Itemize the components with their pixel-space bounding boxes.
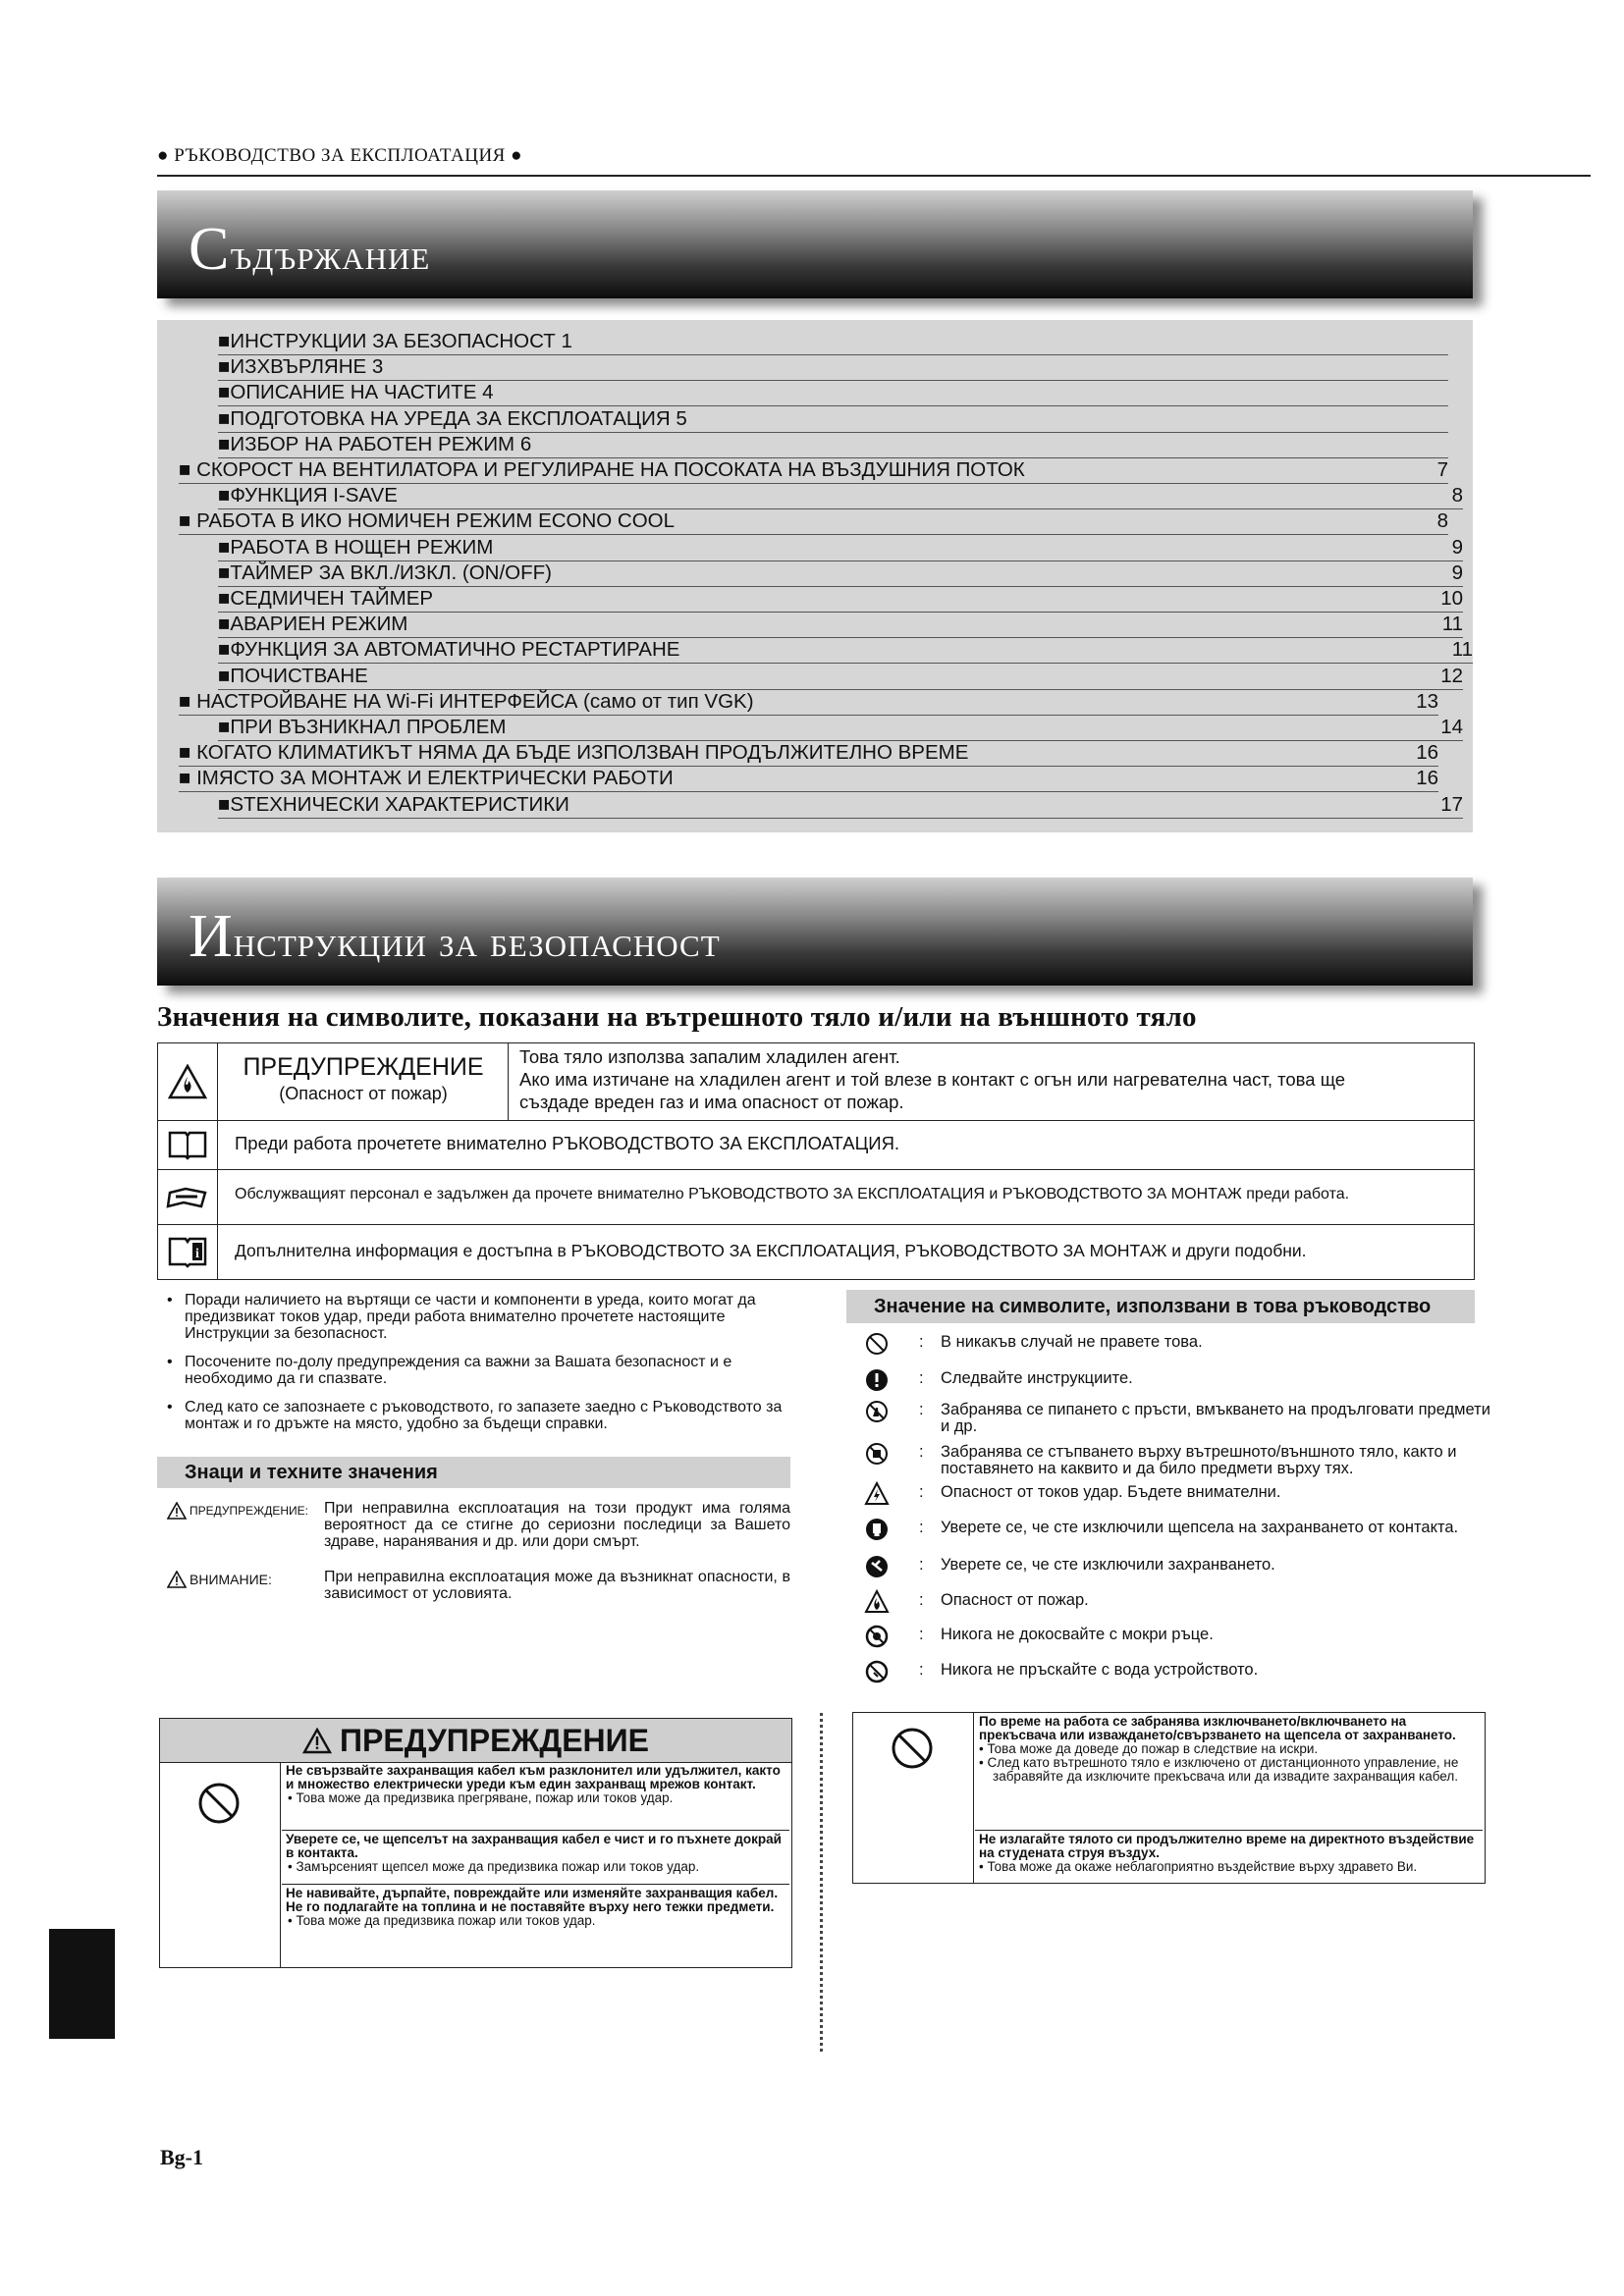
symbols-table: [157, 1042, 1475, 1280]
toc-item: [179, 766, 1438, 792]
sign-warning-row: [167, 1500, 795, 1555]
sign-caution-text: При неправилна експлоатация може да възникнат опасности, в зависимост от условията.: [324, 1569, 790, 1602]
toc-item-page: 8: [1451, 484, 1463, 507]
colon-separator: :: [919, 1661, 924, 1679]
manual-text: Преди работа прочетете внимателно РЪКОВОДСТВОТО ЗА ЕКСПЛОАТАЦИЯ.: [235, 1133, 900, 1153]
no-wet-hands-icon: [864, 1624, 890, 1649]
warning-description: Това тяло използва запалим хладилен агент. Ако има изтичане на хладилен агент и той влезе в контакт с огън или нагревателна част, това ще създаде вреден газ и има опасност от пожар.: [519, 1046, 1346, 1112]
toc-item-label: ■ФУНКЦИЯ I-SAVE: [218, 484, 398, 507]
manual-symbol-text: Никога не пръскайте с вода устройството.: [941, 1661, 1259, 1679]
bullet-item: • След като се запознаете с ръководството, го запазете заедно с Ръководството за монтаж и го дръжте на място, удобно за бъдещи справки.: [167, 1399, 795, 1432]
warning-label-cell: [219, 1043, 509, 1120]
electric-shock-icon: [864, 1481, 890, 1507]
colon-separator: :: [919, 1519, 924, 1536]
manual-symbol-text: Уверете се, че сте изключили щепсела на захранването от контакта.: [941, 1519, 1459, 1536]
manual-symbol-text: Следвайте инструкциите.: [941, 1369, 1133, 1387]
column-divider: [820, 1713, 823, 2052]
header-rule: [157, 175, 1591, 177]
intro-bullets: [167, 1292, 795, 1444]
toc-item-page: 16: [1416, 741, 1438, 765]
toc-item: [179, 508, 1448, 535]
signs-heading: Знаци и техните значения: [157, 1457, 790, 1488]
symbol-row-manual: [158, 1120, 1474, 1170]
manual-symbol-text: Забранява се пипането с пръсти, вмъкването на продълговати предмети и др.: [941, 1401, 1490, 1435]
colon-separator: :: [919, 1483, 924, 1501]
toc-item-page: 9: [1451, 561, 1463, 584]
service-manual-icon: [158, 1169, 218, 1224]
toc-item: [218, 561, 1463, 587]
toc-item-label: ■ПРИ ВЪЗНИКНАЛ ПРОБЛЕМ: [218, 716, 507, 738]
toc-item-page: 13: [1416, 689, 1438, 713]
toc-item-label: ■ФУНКЦИЯ ЗА АВТОМАТИЧНО РЕСТАРТИРАНЕ: [218, 638, 680, 662]
manual-icon: [158, 1120, 218, 1169]
safety-title: Инструкции за безопасност: [189, 903, 721, 970]
toc-item: [218, 715, 1463, 741]
toc-item-label: ■ СКОРОСТ НА ВЕНТИЛАТОРА И РЕГУЛИРАНЕ НА ПОСОКАТА НА ВЪЗДУШНИЯ ПОТОК: [179, 458, 1025, 481]
safety-banner: [157, 878, 1473, 986]
toc-item-label: ■ИЗХВЪРЛЯНЕ 3: [218, 355, 384, 379]
toc-item-page: 16: [1416, 767, 1438, 790]
colon-separator: :: [919, 1626, 924, 1643]
warning-item: Уверете се, че щепселът на захранващия кабел е чист и го пъхнете докрай в контакта. • Замърсеният щепсел може да предизвика пожар или токов удар.: [282, 1831, 789, 1885]
toc-item-label: ■ПОЧИСТВАНЕ: [218, 664, 368, 687]
running-header: ● РЪКОВОДСТВО ЗА ЕКСПЛОАТАЦИЯ ●: [157, 145, 523, 166]
toc-item-label: ■ИЗБОР НА РАБОТЕН РЕЖИМ 6: [218, 432, 532, 455]
warning-icon-column: [160, 1762, 281, 1967]
symbols-heading: Значения на символите, показани на вътрешното тяло и/или на външното тяло: [157, 1001, 1197, 1033]
toc-item: [218, 329, 1448, 355]
symbol-row-info: [158, 1224, 1474, 1279]
manual-symbols-heading: Значение на символите, използвани в това ръководство: [846, 1290, 1475, 1323]
toc-item-page: 9: [1451, 535, 1463, 559]
toc-item: [218, 664, 1463, 690]
toc-item: [218, 637, 1473, 664]
toc-item: [179, 457, 1448, 484]
toc-item: [179, 689, 1438, 716]
fire-warning-icon: [158, 1043, 218, 1120]
colon-separator: :: [919, 1591, 924, 1609]
toc-item: [218, 406, 1448, 433]
no-water-spray-icon: [864, 1659, 890, 1684]
toc-item-page: 14: [1440, 716, 1463, 738]
manual-symbol-text: Забранява се стъпването върху вътрешното/външното тяло, както и поставянето на каквито и да било предмети върху тях.: [941, 1443, 1457, 1477]
toc-item-page: 11: [1451, 638, 1473, 662]
manual-symbol-text: Опасност от пожар.: [941, 1591, 1089, 1609]
black-tab: [49, 1929, 115, 2039]
unplug-icon: [864, 1517, 890, 1542]
symbol-row-service: [158, 1169, 1474, 1225]
toc-item-label: ■STEХНИЧЕСКИ ХАРАКТЕРИСТИКИ: [218, 792, 569, 816]
toc-item-label: ■АВАРИЕН РЕЖИМ: [218, 613, 408, 636]
toc-item-label: ■ РАБОТА В ИКО НОМИЧЕН РЕЖИМ ECONO COOL: [179, 509, 676, 533]
toc-item: [218, 432, 1448, 458]
toc-item: [218, 792, 1463, 819]
right-icon-column: [853, 1713, 974, 1883]
contents-banner: [157, 190, 1473, 298]
warning-sub: (Опасност от пожар): [279, 1084, 448, 1103]
warning-triangle-icon: [167, 1502, 187, 1520]
manual-symbol-text: Уверете се, че сте изключили захранването.: [941, 1556, 1275, 1574]
power-off-icon: [864, 1554, 890, 1579]
fire-hazard-icon: [864, 1589, 890, 1615]
warning-label: ПРЕДУПРЕЖДЕНИЕ: [243, 1053, 484, 1081]
toc-item-label: ■ПОДГОТОВКА НА УРЕДА ЗА ЕКСПЛОАТАЦИЯ 5: [218, 406, 687, 430]
manual-symbol-text: Опасност от токов удар. Бъдете внимателни.: [941, 1483, 1281, 1501]
toc-item-label: ■ НАСТРОЙВАНЕ НА Wi-Fi ИНТЕРФЕЙСА (само от тип VGK): [179, 689, 754, 713]
warning-box: [159, 1718, 792, 1968]
toc-item: [218, 380, 1448, 406]
sign-caution-row: [167, 1569, 795, 1608]
mandatory-icon: [864, 1367, 890, 1393]
manual-symbol-text: В никакъв случай не правете това.: [941, 1333, 1203, 1351]
no-fingers-icon: [864, 1399, 890, 1424]
prohibited-icon: [891, 1727, 934, 1770]
toc-item-page: 10: [1440, 587, 1463, 610]
right-warning-box: [852, 1712, 1486, 1884]
bullet-item: • Поради наличието на въртящи се части и компоненти в уреда, които могат да предизвикат токов удар, преди работа внимателно прочетете настоящите Инструкции за безопасност.: [167, 1292, 795, 1342]
right-warning-item: По време на работа се забранява изключването/включването на прекъсвача или изваждането/свързването на щепсела от захранването. • Това може да доведе до пожар в следствие на искри. • След като вътрешното тяло е изключено от дистанционното управление, не забравяйте да изключите прекъсвача или да извадите захранващия кабел.: [975, 1713, 1483, 1831]
sign-caution-label: ВНИМАНИЕ:: [167, 1571, 272, 1588]
svg-text:i: i: [195, 1247, 199, 1261]
toc-item-label: ■ КОГАТО КЛИМАТИКЪТ НЯМА ДА БЪДЕ ИЗПОЛЗВАН ПРОДЪЛЖИТЕЛНО ВРЕМЕ: [179, 741, 969, 765]
colon-separator: :: [919, 1333, 924, 1351]
toc-item-label: ■ IМЯСТО ЗА МОНТАЖ И ЕЛЕКТРИЧЕСКИ РАБОТИ: [179, 767, 674, 790]
sign-warning-label: ПРЕДУПРЕЖДЕНИЕ:: [167, 1502, 308, 1520]
info-icon: [158, 1224, 218, 1279]
info-text: Допълнителна информация е достъпна в РЪКОВОДСТВОТО ЗА ЕКСПЛОАТАЦИЯ, РЪКОВОДСТВОТО ЗА МОНТАЖ и други подобни.: [235, 1241, 1307, 1260]
toc-item-page: 7: [1436, 458, 1448, 481]
manual-symbol-text: Никога не докосвайте с мокри ръце.: [941, 1626, 1214, 1643]
toc-item: [218, 586, 1463, 613]
toc-item-label: ■РАБОТА В НОЩЕН РЕЖИМ: [218, 535, 494, 559]
toc-item-label: ■ИНСТРУКЦИИ ЗА БЕЗОПАСНОСТ 1: [218, 330, 572, 352]
prohibited-icon: [197, 1782, 241, 1825]
service-text: Обслужващият персонал е задължен да прочете внимателно РЪКОВОДСТВОТО ЗА ЕКСПЛОАТАЦИЯ и РЪКОВОДСТВОТО ЗА МОНТАЖ преди работа.: [235, 1186, 1350, 1202]
toc-item: [218, 483, 1463, 509]
warning-item: Не навивайте, дърпайте, повреждайте или изменяйте захранващия кабел. Не го подлагайте на топлина и не поставяйте върху него тежки предмети. • Това може да предизвика пожар или токов удар.: [286, 1886, 779, 1928]
toc-item: [218, 612, 1463, 638]
toc-item: [218, 354, 1448, 381]
caution-triangle-icon: [167, 1571, 187, 1588]
toc-item: [218, 535, 1463, 561]
contents-title: Съдържание: [189, 216, 431, 283]
toc-item-page: 8: [1436, 509, 1448, 533]
toc-item-page: 12: [1440, 664, 1463, 687]
page-number: Bg-1: [160, 2145, 203, 2169]
toc-item: [179, 740, 1438, 767]
toc-item-page: 17: [1440, 792, 1463, 816]
toc-item-label: ■ОПИСАНИЕ НА ЧАСТИТЕ 4: [218, 381, 494, 404]
bullet-item: • Посочените по-долу предупреждения са важни за Вашата безопасност и е необходимо да ги спазвате.: [167, 1354, 795, 1387]
sign-warning-text: При неправилна експлоатация на този продукт има голяма вероятност да се стигне до сериозни последици за Вашето здраве, наранявания и др. или дори смърт.: [324, 1500, 790, 1550]
toc-item-label: ■СЕДМИЧЕН ТАЙМЕР: [218, 587, 434, 610]
warning-item: Не свързвайте захранващия кабел към разклонител или удължител, както и множество електрически уреди към един захранващ мрежов контакт. • Това може да предизвика прегряване, пожар или токов удар.: [282, 1762, 789, 1831]
warning-triangle-icon: [302, 1728, 332, 1754]
table-of-contents: [157, 320, 1473, 832]
colon-separator: :: [919, 1369, 924, 1387]
right-warning-item: Не излагайте тялото си продължително време на директното въздействие на студената струя въздух. • Това може да окаже неблагоприятно въздействие върху здравето Ви.: [979, 1832, 1475, 1874]
toc-item-page: 11: [1441, 613, 1463, 636]
colon-separator: :: [919, 1401, 924, 1418]
symbol-row-warning: [158, 1043, 1474, 1121]
colon-separator: :: [919, 1556, 924, 1574]
prohibited-icon: [864, 1331, 890, 1357]
warning-box-title: ПРЕДУПРЕЖДЕНИЕ: [160, 1719, 791, 1763]
colon-separator: :: [919, 1443, 924, 1461]
toc-item-label: ■ТАЙМЕР ЗА ВКЛ./ИЗКЛ. (ON/OFF): [218, 561, 552, 584]
no-step-icon: [864, 1441, 890, 1467]
